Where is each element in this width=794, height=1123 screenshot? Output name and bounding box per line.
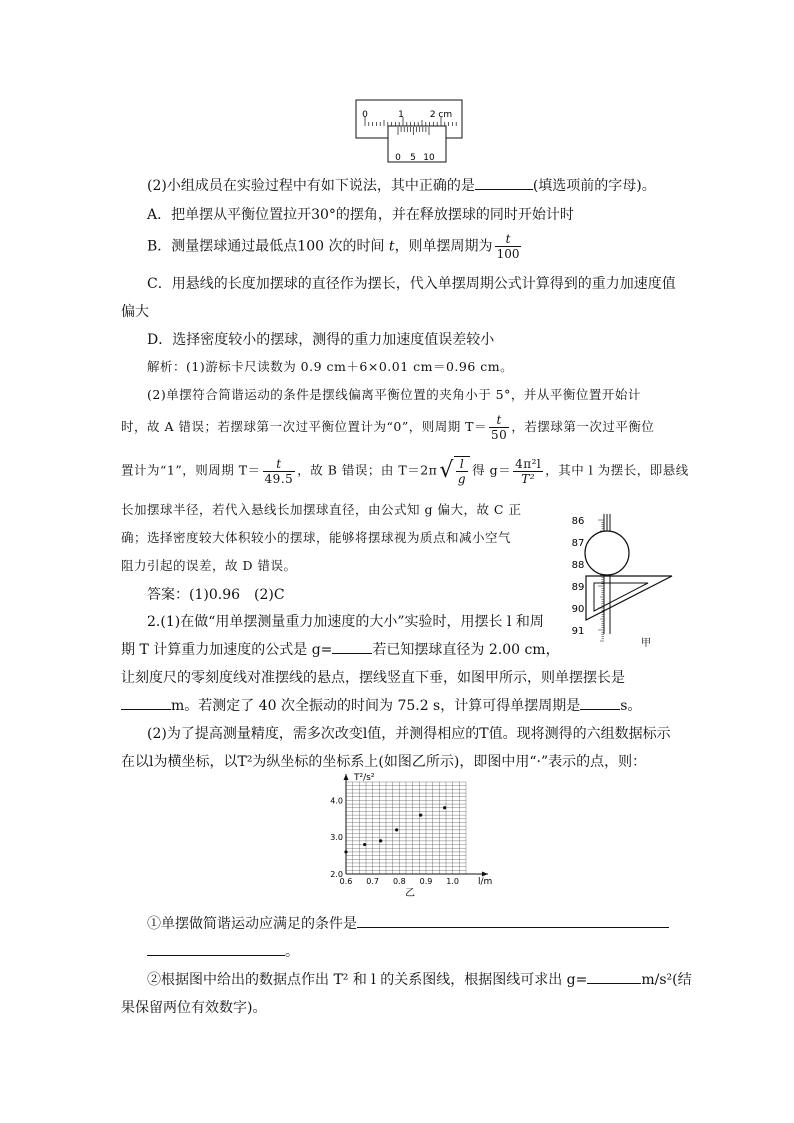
ruler-tick-label: 90: [571, 604, 585, 615]
q1-option-a: A．把单摆从平衡位置拉开30°的摆角，并在释放摆球的同时开始计时: [147, 207, 574, 223]
y-tick-label: 3.0: [330, 833, 343, 843]
q2-line-4: m。若测定了 40 次全振动的时间为 75.2 s，计算可得单摆周期是 s。: [121, 695, 641, 715]
q2-sub2-line1: ②根据图中给出的数据点作出 T² 和 l 的关系图线，根据图线可求出 g= m/s²(结: [147, 969, 692, 989]
y-tick-label: 4.0: [330, 796, 343, 806]
q1-option-d: D．选择密度较小的摆球，测得的重力加速度值误差较小: [147, 332, 495, 348]
figure-jia: [560, 508, 680, 648]
square-root: √ $\frac{l}{g}$: [439, 456, 470, 486]
ruler-tick-label: 88: [571, 560, 585, 571]
data-point: [443, 806, 446, 809]
data-point: [379, 839, 382, 842]
y-axis-label: T²/s²: [354, 773, 375, 783]
answer-line: 答案：(1)0.96 (2)C: [147, 587, 285, 603]
data-point: [363, 843, 366, 846]
solution-line-2: (2)单摆符合简谐运动的条件是摆线偏离平衡位置的夹角小于 5°，并从平衡位置开始计: [147, 387, 641, 402]
x-tick-label: 1.0: [446, 877, 460, 886]
ruler-tick-label: 86: [571, 516, 585, 527]
fraction: $\frac{t}{50}$: [491, 413, 508, 442]
fraction: $\frac{t}{100}$: [496, 232, 520, 261]
x-tick-label: 0.8: [392, 877, 406, 886]
figure-yi-chart: [318, 770, 508, 900]
main-tick-label: 0: [362, 110, 368, 120]
q2-sub1-line1: ①单摆做简谐运动应满足的条件是: [147, 913, 669, 933]
pendulum-ball: [585, 531, 629, 575]
solution-line-1: 解析：(1)游标卡尺读数为 0.9 cm＋6×0.01 cm＝0.96 cm。: [147, 359, 514, 374]
q2-sub2-line2: 果保留两位有效数字)。: [121, 1000, 267, 1016]
x-axis-label: l/m: [478, 877, 493, 887]
q2-line-1: 2.(1)在做“用单摆测量重力加速度的大小”实验时，用摆长 l 和周: [147, 614, 544, 630]
main-tick-label: 1: [398, 110, 404, 120]
chart-caption: 乙: [405, 888, 415, 899]
x-tick-label: 0.9: [419, 877, 433, 886]
ruler-tick-label: 89: [571, 582, 585, 593]
fraction: $\frac{t}{49.5}$: [264, 456, 294, 486]
vernier-tick-label: 5: [410, 153, 416, 163]
vernier-tick-label: 0: [395, 153, 401, 163]
q1-part2-stem: (2)小组成员在实验过程中有如下说法，其中正确的是 (填选项前的字母)。: [147, 175, 656, 195]
solution-line-7: 阻力引起的误差，故 D 错误。: [121, 558, 297, 573]
figure-jia-caption: 甲: [641, 638, 651, 648]
vernier-tick-label: 10: [423, 153, 435, 163]
ruler-tick-label: 91: [571, 626, 585, 637]
y-axis-arrow: [344, 774, 349, 780]
q1-option-c-line1: C．用悬线的长度加摆球的直径作为摆长，代入单摆周期公式计算得到的重力加速度值: [147, 276, 676, 292]
main-tick-label: 2 cm: [429, 110, 453, 120]
q1-option-b: B．测量摆球通过最低点100 次的时间 t，则单摆周期为 $\frac{t}{100}$: [147, 232, 520, 261]
q2-part2-line-2: 在以l为横坐标，以T²为纵坐标的坐标系上(如图乙所示)，即图中用“·”表示的点，则：: [121, 754, 647, 770]
q2-part2-line-1: (2)为了提高测量精度，需多次改变l值，并测得相应的T值。现将测得的六组数据标示: [147, 726, 671, 742]
x-axis-arrow: [482, 872, 488, 877]
vernier-caliper-figure: [353, 98, 465, 164]
data-point: [419, 814, 422, 817]
solution-line-3: 时，故 A 错误；若摆球第一次过平衡位置计为“0”，则周期 T＝ $\frac{t}{50}$ ，若摆球第一次过平衡位: [121, 413, 655, 442]
solution-line-6: 确；选择密度较大体积较小的摆球，能够将摆球视为质点和减小空气: [121, 530, 512, 545]
x-tick-label: 0.6: [339, 877, 353, 886]
data-point: [395, 828, 398, 831]
q2-sub1-line2: 。: [147, 941, 299, 961]
ruler-tick-label: 87: [571, 538, 585, 549]
y-tick-label: 2.0: [330, 870, 343, 879]
data-point: [344, 850, 347, 853]
x-tick-label: 0.7: [366, 877, 380, 886]
q2-line-2: 期 T 计算重力加速度的公式是 g= 若已知摆球直径为 2.00 cm，: [121, 639, 560, 659]
solution-line-4: 置计为“1”，则周期 T＝ $\frac{t}{49.5}$ ，故 B 错误；由 T＝2π√ $\frac{l}{g}$ 得 g＝ $\frac{\text{4π²l}}{\text{T²}}$ ，其中 l 为摆长，即悬线: [121, 456, 689, 486]
fraction: $\frac{\text{4π²l}}{\text{T²}}$: [515, 456, 542, 486]
q1-option-c-line2: 偏大: [121, 304, 149, 320]
solution-line-5: 长加摆球半径，若代入悬线长加摆球直径，由公式知 g 偏大，故 C 正: [121, 502, 522, 517]
q2-line-3: 让刻度尺的零刻度线对准摆线的悬点，摆线竖直下垂，如图甲所示，则单摆摆长是: [121, 670, 625, 686]
